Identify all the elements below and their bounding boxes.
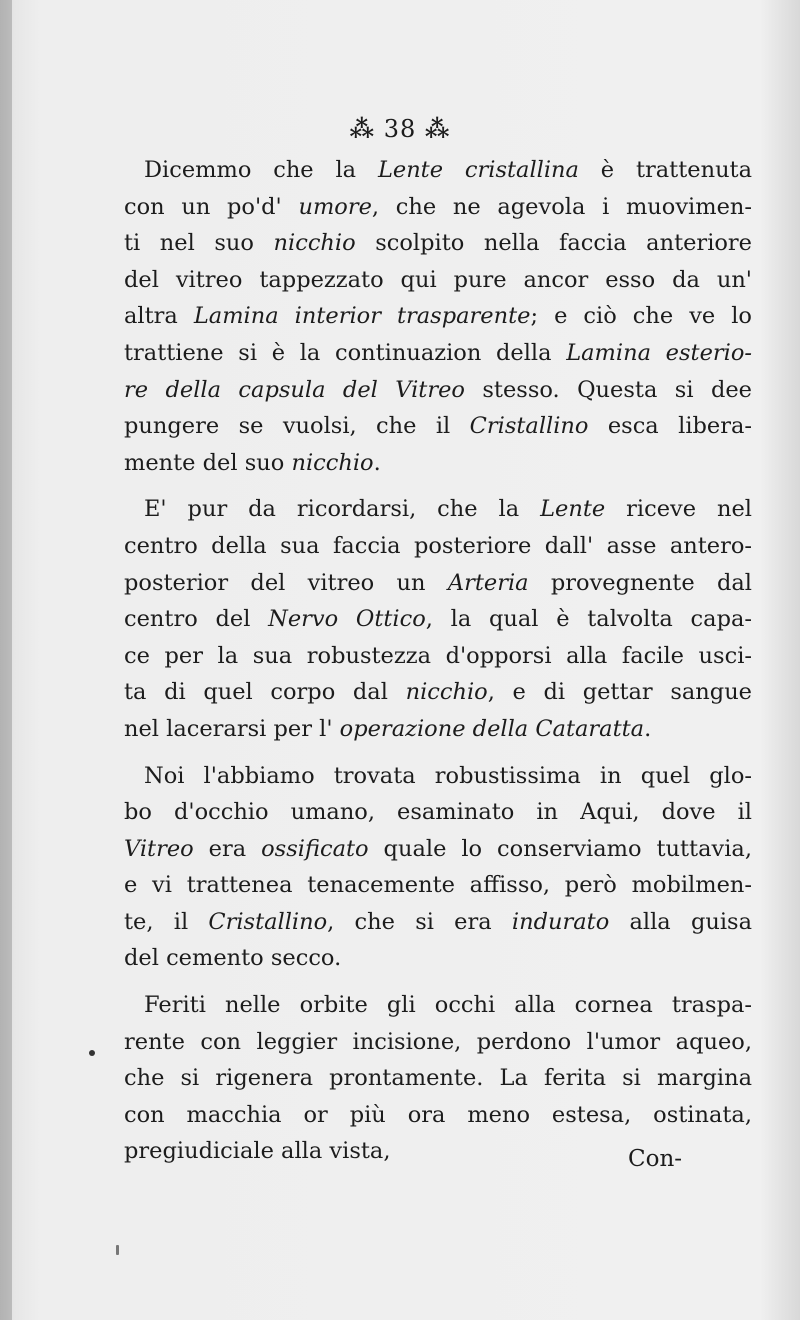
text-segment: Noi l'abbiamo trovata robustissima in quel glo- — [144, 762, 752, 789]
text-line — [124, 445, 752, 482]
page-number: 38 — [383, 115, 417, 143]
text-segment: te, il — [124, 908, 209, 935]
text-segment: , che si era — [327, 908, 512, 935]
text-segment: è trattenuta — [578, 157, 753, 183]
text-line — [124, 408, 752, 445]
text-segment: esca libera- — [588, 413, 753, 440]
italic-term: Arteria — [447, 569, 529, 596]
italic-term: Cristallino — [469, 413, 589, 440]
text-segment: quale lo conserviamo tuttavia, — [368, 835, 752, 862]
text-segment: trattiene si è la continuazion della — [124, 339, 567, 366]
text-segment: pregiudiciale alla vista, — [124, 1138, 391, 1165]
paragraph-gap — [124, 977, 752, 987]
text-segment: stesso. Questa si dee — [464, 376, 752, 403]
page-header — [0, 114, 800, 143]
text-segment: era — [193, 835, 262, 862]
italic-term: Cristallino — [208, 908, 328, 935]
body-text — [124, 152, 752, 1170]
text-segment: e vi trattenea tenacemente affisso, però mobilmen- — [124, 872, 752, 899]
italic-term: Lamina esterio- — [566, 339, 752, 366]
text-line — [124, 601, 752, 638]
text-segment: ti nel suo — [124, 230, 274, 257]
italic-term: Lamina interior trasparente — [193, 303, 531, 330]
text-segment: , e di gettar sangue — [487, 679, 752, 706]
paragraph — [124, 758, 752, 978]
text-line — [124, 794, 752, 831]
text-segment: ce per la sua robustezza d'opporsi alla facile usci- — [124, 642, 752, 669]
ink-mark — [116, 1245, 119, 1255]
text-segment: centro del — [124, 606, 269, 633]
text-segment: nel lacerarsi per l' — [124, 715, 340, 742]
text-line — [124, 298, 752, 335]
text-segment: del cemento secco. — [124, 945, 342, 972]
text-segment: che si rigenera prontamente. La ferita si margina — [124, 1065, 752, 1092]
text-segment: Dicemmo che la — [144, 157, 378, 183]
text-line — [124, 335, 752, 372]
text-segment: alla guisa — [609, 908, 752, 935]
text-segment: . — [644, 715, 652, 742]
text-segment: scolpito nella faccia anteriore — [355, 230, 753, 257]
italic-term: Lente cristallina — [377, 157, 579, 183]
italic-term: operazione della Cataratta — [339, 715, 645, 742]
text-line — [124, 904, 752, 941]
ink-speck — [89, 1050, 95, 1056]
text-segment: provegnente dal — [528, 569, 752, 596]
text-segment: altra — [124, 303, 194, 330]
page-gutter-shadow — [0, 0, 12, 1320]
italic-term: nicchio — [405, 679, 488, 706]
text-line — [124, 152, 752, 189]
text-line — [124, 940, 752, 977]
text-line — [124, 1060, 752, 1097]
right-ornament: ⁂ — [424, 114, 451, 143]
text-segment: E' pur da ricordarsi, che la — [144, 496, 541, 523]
paragraph — [124, 491, 752, 747]
text-segment: ta di quel corpo dal — [124, 679, 406, 706]
text-line — [124, 565, 752, 602]
text-segment: , che ne agevola i muovimen- — [371, 193, 752, 220]
text-segment: con un po'd' — [124, 193, 299, 220]
paragraph — [124, 987, 752, 1170]
text-line — [124, 189, 752, 226]
text-line — [124, 491, 752, 528]
text-line — [124, 674, 752, 711]
text-line — [124, 638, 752, 675]
text-line — [124, 225, 752, 262]
text-segment: bo d'occhio umano, esaminato in Aqui, dove il — [124, 799, 752, 826]
text-segment: ; e ciò che ve lo — [530, 303, 752, 330]
italic-term: ossificato — [261, 835, 369, 862]
text-segment: Feriti nelle orbite gli occhi alla cornea traspa- — [144, 992, 752, 1019]
text-line — [124, 1097, 752, 1134]
catchword: Con- — [628, 1146, 683, 1172]
text-segment: . — [373, 449, 381, 476]
text-line — [124, 1024, 752, 1061]
italic-term: Vitreo — [124, 835, 194, 862]
italic-term: Lente — [540, 496, 606, 523]
paragraph-gap — [124, 481, 752, 491]
text-segment: centro della sua faccia posteriore dall' asse antero- — [124, 532, 752, 559]
text-line — [124, 528, 752, 565]
text-line — [124, 758, 752, 795]
text-segment: mente del suo — [124, 449, 292, 476]
italic-term: re della capsula del Vitreo — [124, 376, 465, 403]
text-segment: pungere se vuolsi, che il — [124, 413, 470, 440]
text-line — [124, 831, 752, 868]
italic-term: indurato — [511, 908, 610, 935]
left-ornament: ⁂ — [349, 114, 376, 143]
text-line — [124, 867, 752, 904]
italic-term: umore — [298, 193, 372, 220]
text-segment: del vitreo tappezzato qui pure ancor esso da un' — [124, 266, 752, 293]
text-segment: , la qual è talvolta capa- — [425, 606, 752, 633]
italic-term: Nervo Ottico — [268, 606, 426, 633]
text-line — [124, 987, 752, 1024]
text-line — [124, 711, 752, 748]
text-segment: posterior del vitreo un — [124, 569, 448, 596]
paragraph — [124, 152, 752, 481]
paragraph-gap — [124, 748, 752, 758]
text-segment: rente con leggier incisione, perdono l'umor aqueo, — [124, 1028, 752, 1055]
text-segment: riceve nel — [605, 496, 752, 523]
italic-term: nicchio — [273, 230, 356, 257]
text-line — [124, 372, 752, 409]
text-segment: con macchia or più ora meno estesa, ostinata, — [124, 1101, 752, 1128]
text-line — [124, 262, 752, 299]
italic-term: nicchio — [291, 449, 374, 476]
